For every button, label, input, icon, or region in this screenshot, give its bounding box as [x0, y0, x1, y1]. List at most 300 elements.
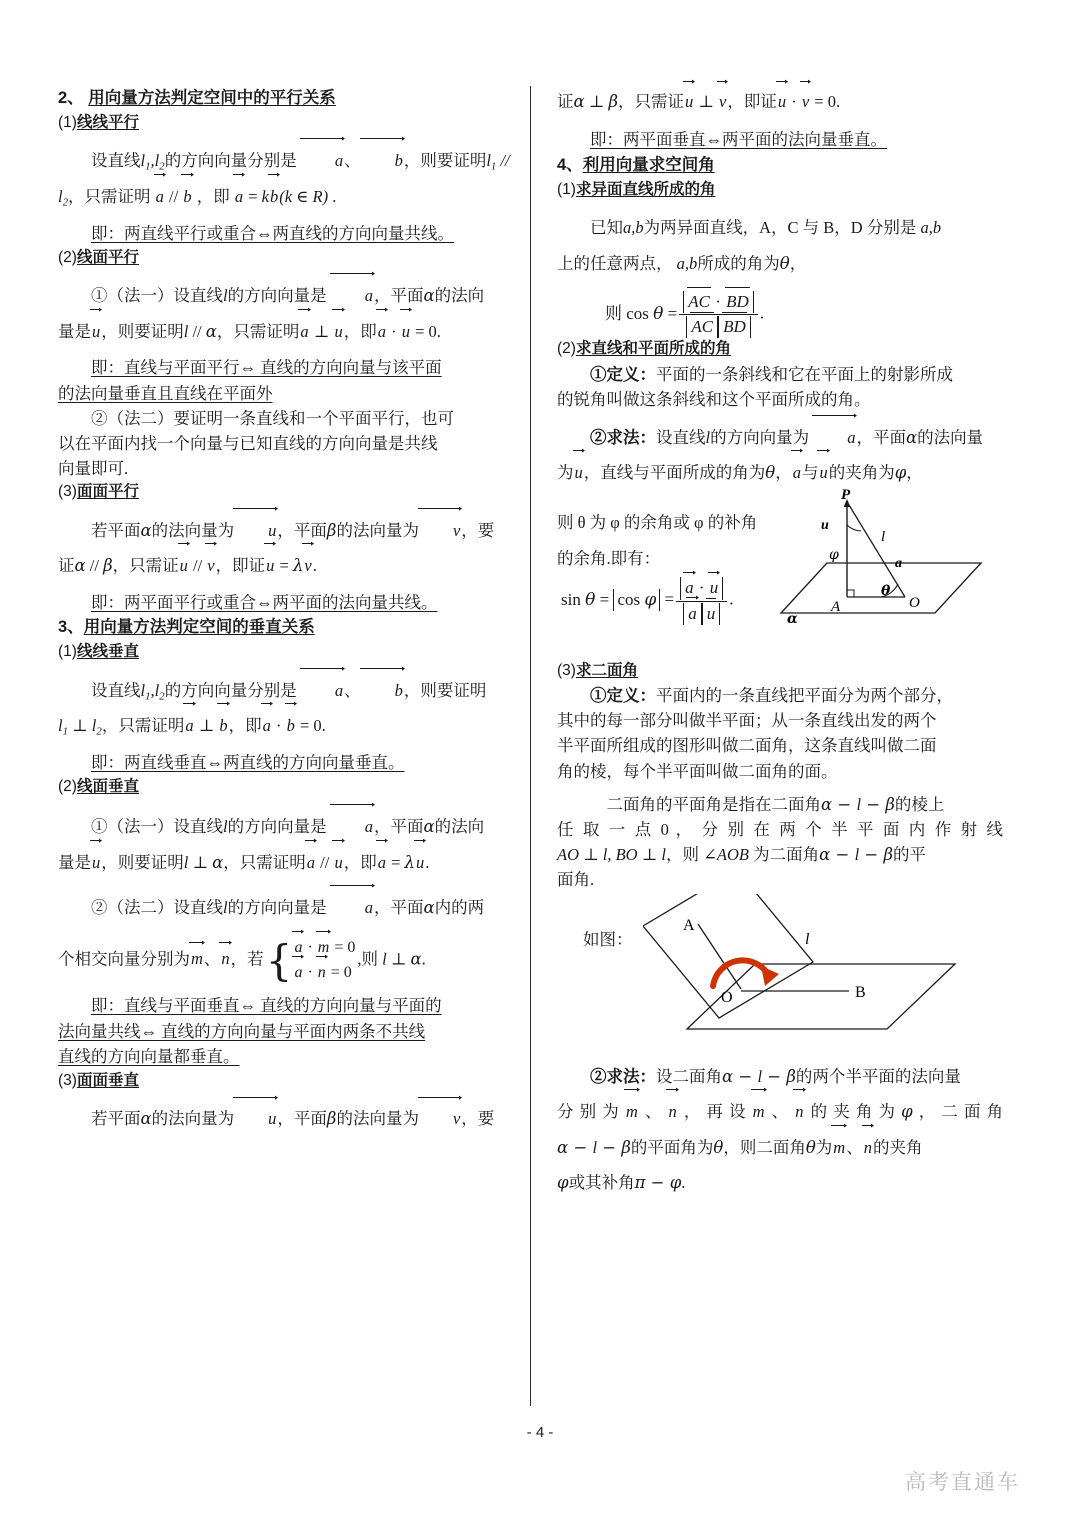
text-fragment: 证 — [58, 556, 75, 576]
text-fragment: ，平面 — [856, 427, 906, 447]
text-fragment: ，平面 — [373, 817, 424, 837]
vector-n: n — [794, 1094, 804, 1129]
text-fragment: 的法向量 — [917, 427, 984, 447]
vector-a: a — [301, 143, 344, 178]
text-fragment: 若平面 — [91, 1109, 141, 1129]
subsection-2-2-title: 线面平行 — [76, 248, 139, 266]
math-alpha: α — [212, 852, 224, 872]
text-fragment: 则 θ 为 φ 的余角或 φ 的补角 — [557, 512, 758, 532]
formula-lead: 则 cos θ = — [605, 303, 678, 324]
vector-u: u — [684, 86, 694, 117]
vector-b: b — [361, 673, 404, 708]
conclusion-3-2-text-1: 即：直线与平面垂直⇔ 直线的方向向量与平面的 — [91, 996, 442, 1016]
text-fragment: 个相交向量分别为 — [58, 949, 190, 969]
text-fragment: ，即 — [228, 716, 262, 736]
vector-m: m — [190, 947, 204, 970]
vector-u: u — [415, 845, 425, 880]
para-4-2-method — [557, 420, 1003, 455]
text-fragment: 证 — [557, 92, 574, 111]
math-phi: φ — [557, 1173, 569, 1193]
text-fragment: 为 — [815, 1137, 833, 1157]
conclusion-2-2-text-1: 即：直线与平面平行⇔ 直线的方向向量与该平面 — [91, 357, 442, 377]
vector-v: v — [801, 86, 810, 117]
math-l2: $l_2$ — [58, 187, 69, 209]
text-fragment: ，即 — [343, 852, 377, 872]
vector-m: m — [752, 1094, 766, 1129]
math-beta: β — [326, 1109, 337, 1129]
vector-n: n — [220, 947, 230, 970]
math-kr: (k — [279, 187, 297, 207]
para-2-3-line1 — [58, 513, 516, 548]
math-l: l — [705, 427, 711, 447]
math-l: l — [223, 898, 228, 918]
vector-m: m — [832, 1130, 846, 1165]
vector-b: b — [286, 708, 296, 743]
text-fragment: ①（法一）设直线 — [91, 817, 223, 837]
math-beta: β — [326, 520, 337, 540]
brace-glyph: { — [265, 935, 293, 985]
vector-a: a — [813, 420, 856, 455]
text-fragment: 为二面角 — [753, 844, 820, 864]
text-fragment: 的法向量为 — [336, 1109, 419, 1129]
fraction — [676, 577, 727, 624]
text-fragment: ，只需证 — [112, 556, 179, 576]
vector-a: a — [331, 809, 374, 844]
vector-u: u — [401, 314, 411, 349]
text-sep: 、 — [638, 1102, 668, 1122]
angle-phi-arc — [847, 525, 861, 531]
text-then: ,则 l ⊥ α. — [357, 949, 426, 969]
vector-AC: AC — [690, 316, 714, 338]
vector-a: a — [184, 708, 194, 743]
method-label: ②求法： — [590, 1066, 656, 1086]
fraction — [679, 291, 758, 338]
text-fragment: 分别为 — [557, 1102, 625, 1122]
text-fragment: 设直线 — [656, 427, 706, 447]
subsection-2-1-heading — [58, 112, 516, 134]
oblique-line-l — [849, 505, 905, 597]
vector-u: u — [91, 314, 101, 349]
math-cases-system — [266, 936, 356, 986]
math-ab: a,b — [676, 253, 698, 273]
text-fragment: 的锐角叫做这条斜线和这个平面所成的角。 — [557, 389, 871, 409]
math-l1-perp-l2: $l_1$ ⊥ $l_2$ — [58, 716, 102, 738]
conclusion-3-2-text-3: 直线的方向向量都垂直。 — [58, 1047, 240, 1067]
text-fragment: 量是 — [58, 852, 91, 872]
section-4-title: 利用向量求空间角 — [582, 155, 715, 174]
fraction-denominator — [679, 315, 758, 338]
vector-a: a — [299, 314, 309, 349]
text-fragment: 面角. — [557, 869, 595, 889]
math-phi: φ — [894, 463, 907, 483]
text-fragment: 向量即可. — [58, 459, 129, 479]
vector-a: a — [377, 845, 387, 880]
subsection-3-3-label: (3) — [58, 1072, 77, 1090]
math-alpha: α — [140, 1109, 152, 1129]
text-fragment: 的法向 — [434, 286, 485, 306]
math-theta: θ — [713, 1137, 724, 1157]
conclusion-2-1-text: 即：两直线平行或重合⇔两直线的方向向量共线。 — [91, 224, 454, 243]
dihedral-angle-arrow-arc — [713, 960, 769, 986]
math-l: l — [223, 817, 228, 837]
para-4-1-line1 — [557, 210, 1003, 245]
text-fragment: 的平面角为 — [630, 1137, 714, 1157]
left-column — [58, 86, 530, 1406]
text-fragment: ，则要证明 — [403, 680, 487, 700]
text-fragment: ，即证 — [727, 92, 777, 111]
subsection-4-3-heading — [557, 660, 1003, 682]
text-fragment: ，只需证明 — [101, 716, 185, 736]
text-fragment: . — [436, 321, 441, 341]
math-ab: a,b — [920, 218, 942, 238]
math-l: l — [223, 286, 228, 306]
para-3-2-method1-line2: 量是u，则要证明l ⊥ α，只需证明a // u，即a = λu. — [58, 845, 516, 880]
math-beta: β — [103, 556, 113, 576]
formula-period: . — [759, 303, 765, 323]
text-fragment: ，再设 — [677, 1102, 752, 1122]
math-alpha: α — [573, 92, 585, 111]
text-fragment: . — [321, 716, 326, 736]
text-fragment: ，只需证明 — [223, 852, 306, 872]
vector-v: v — [303, 548, 312, 583]
vector-v: v — [419, 1101, 461, 1136]
text-fragment: 的法向量为 — [151, 1109, 235, 1129]
conclusion-3-1 — [58, 750, 516, 776]
vector-v: v — [718, 86, 727, 117]
text-fragment: . — [312, 556, 317, 576]
section-3-number: 3、 — [58, 618, 84, 637]
para-3-3-line1 — [58, 1101, 516, 1136]
math-l: l — [183, 852, 189, 872]
method-text-part — [557, 491, 769, 625]
math-l: l — [183, 321, 189, 341]
conclusion-2-1 — [58, 221, 516, 247]
absolute-value — [718, 316, 751, 338]
subsection-4-3-label: (3) — [557, 661, 576, 679]
label-O: O — [909, 594, 920, 611]
text-fragment: ，平面 — [373, 898, 424, 918]
subsection-4-2-heading — [557, 338, 1003, 360]
text-fragment: 角的棱，每个半平面叫做二面角的面。 — [557, 761, 838, 781]
vector-m: m — [317, 936, 331, 961]
line-plane-angle-figure — [769, 485, 1003, 660]
fraction-numerator — [676, 577, 727, 601]
para-4-3-def-line2 — [557, 708, 1003, 733]
conclusion-2-3-text: 即：两平面平行或重合⇔两平面的法向量共线。 — [91, 592, 438, 612]
subsection-2-2-label: (2) — [58, 248, 77, 266]
vector-u: u — [818, 455, 828, 490]
section-heading-3 — [58, 615, 516, 640]
vector-a: a — [155, 179, 165, 214]
two-column-layout — [58, 86, 1026, 1406]
text-fragment: 与 — [801, 463, 819, 483]
math-alpha: α — [905, 427, 918, 447]
vector-u: u — [777, 86, 787, 117]
conclusion-2-2-line2 — [58, 381, 516, 407]
para-4-2-definition-line2 — [557, 387, 1003, 412]
vector-n: n — [863, 1130, 873, 1165]
text-fragment: 的法向量为 — [151, 520, 235, 540]
text-fragment: 的棱上 — [894, 794, 945, 814]
dihedral-figure-block — [557, 894, 1003, 1059]
text-fragment: 以在平面内找一个向量与已知直线的方向向量是共线 — [58, 434, 438, 454]
text-fragment: 的夹角为 — [804, 1102, 902, 1122]
formula-lead: sin θ = — [561, 589, 614, 610]
dihedral-angle-arrowhead-icon — [761, 966, 779, 986]
text-fragment: 内的两 — [434, 898, 485, 918]
para-4-3-plane-angle-line2 — [557, 817, 1003, 842]
vector-a: a — [331, 890, 374, 925]
para-2-2-method2-line2 — [58, 431, 516, 456]
vector-u: u — [234, 513, 277, 548]
line-plane-angle-svg — [769, 485, 989, 655]
vector-a: a — [301, 673, 344, 708]
para-4-3-method-line2 — [557, 1094, 1003, 1129]
section-3-title: 用向量方法判定空间的垂直关系 — [83, 618, 315, 637]
text-fragment: ，二面角 — [912, 1102, 1004, 1122]
definition-label: ①定义： — [590, 364, 656, 384]
cases-rows — [293, 936, 355, 986]
label-a: a — [895, 555, 902, 571]
text-fragment: 的夹角为 — [828, 463, 895, 483]
text-fragment: ，则要证明 — [101, 852, 184, 872]
vector-u: u — [234, 1101, 277, 1136]
text-fragment: 设直线 — [91, 151, 141, 171]
subsection-2-2-heading — [58, 247, 516, 269]
para-2-1-body-line2: $l_2$，只需证明 a // b ，即 a = kb(k ∈ R) . — [58, 179, 516, 215]
label-u: u — [821, 517, 829, 533]
text-fragment: 的法向 — [434, 817, 485, 837]
math-lambda: λ — [292, 556, 304, 576]
text-fragment: 的两个半平面的法向量 — [795, 1066, 961, 1086]
math-alpha-l-beta: α − l − β — [819, 844, 894, 864]
para-4-3-method-line3 — [557, 1130, 1003, 1165]
vector-u: u — [333, 845, 343, 880]
text-fragment: ①（法一）设直线 — [91, 286, 223, 306]
vector-u: u — [91, 845, 101, 880]
text-fragment: 上的任意两点， — [557, 253, 673, 273]
text-fragment: . — [425, 852, 430, 872]
text-fragment: ，只需证 — [617, 92, 684, 111]
para-4-2-definition — [557, 362, 1003, 387]
method-text-with-figure — [557, 486, 1003, 660]
subsection-3-1-title: 线线垂直 — [76, 643, 139, 661]
vector-a: a — [262, 708, 272, 743]
method-label: ②求法： — [590, 427, 656, 447]
text-fragment: 已知 — [590, 218, 623, 238]
subsection-3-2-heading — [58, 776, 516, 798]
math-alpha: α — [74, 556, 86, 576]
text-fragment: 的平 — [893, 844, 927, 864]
vector-a: a — [687, 603, 698, 625]
text-fragment: ，则要证明 — [101, 321, 184, 341]
para-2-2-method1 — [58, 278, 516, 313]
text-fragment: 的方向向量分别是 — [164, 680, 297, 700]
label-B: B — [855, 983, 866, 1001]
para-continuation: 证α ⊥ β，只需证u ⊥ v，即证u · v = 0. — [557, 86, 1003, 117]
subsection-2-1-label: (1) — [58, 113, 77, 131]
label-l: l — [881, 528, 886, 545]
math-theta: θ — [805, 1137, 816, 1157]
text-fragment: 的方向向量为 — [710, 427, 810, 447]
conclusion-3-1-text: 即：两直线垂直⇔两直线的方向向量垂直。 — [91, 753, 405, 773]
text-fragment: 为 — [557, 463, 574, 483]
text-sep: 、 — [203, 949, 221, 969]
label-phi: φ — [829, 546, 839, 563]
text-fragment: 若平面 — [91, 520, 141, 540]
text-fragment: ， — [789, 253, 807, 273]
para-3-2-method2-line2 — [58, 936, 516, 986]
subsection-3-2-title: 线面垂直 — [76, 777, 139, 795]
text-fragment: ，平面 — [277, 520, 327, 540]
text-fragment: 的法向量为 — [336, 520, 419, 540]
text-fragment: 所成的角为 — [697, 253, 780, 273]
vector-BD: BD — [722, 316, 747, 338]
math-alpha: α — [423, 286, 435, 306]
vector-a: a — [293, 961, 303, 986]
vector-a: a — [792, 455, 802, 490]
right-column — [531, 86, 1003, 1406]
math-lambda: λ — [404, 852, 415, 872]
text-fragment: ， — [775, 463, 792, 483]
text-fragment: 设二面角 — [656, 1066, 722, 1086]
definition-label: ①定义： — [590, 686, 656, 706]
text-fragment: 的方向向量分别是 — [164, 151, 297, 171]
text-fragment: ，平面 — [373, 286, 424, 306]
label-alpha: α — [787, 610, 798, 627]
formula-cos-theta-skew-lines — [557, 291, 1003, 338]
vector-a: a — [684, 577, 695, 599]
para-4-3-definition — [557, 683, 1003, 708]
vector-a: a — [306, 845, 316, 880]
label-A: A — [683, 916, 695, 934]
text-fragment: 其中的每一部分叫做半平面；从一条直线出发的两个 — [557, 711, 937, 731]
text-fragment: 为两异面直线，A，C 与 B，D 分别是 — [643, 218, 917, 238]
vector-n: n — [667, 1094, 677, 1129]
text-fragment: 的方向向量是 — [227, 898, 327, 918]
para-3-1-line2: $l_1$ ⊥ $l_2$，只需证明a ⊥ b，即a · b = 0. — [58, 708, 516, 744]
math-ab: a,b — [623, 218, 644, 238]
subsection-4-1-heading — [557, 179, 1003, 201]
para-3-2-method2 — [58, 890, 516, 925]
math-theta: θ — [779, 253, 790, 273]
text-fragment: 任 取 一 点 0 ， 分 别 在 两 个 半 平 面 内 作 射 线 — [557, 819, 1003, 839]
text-fragment: ，要 — [461, 1109, 495, 1129]
math-alpha-l-beta: α − l − β — [722, 1066, 796, 1086]
vector-a: a — [234, 179, 244, 214]
vector-b: b — [182, 179, 192, 214]
subsection-2-3-heading — [58, 481, 516, 503]
para-4-3-def-line3 — [557, 733, 1003, 758]
label-A: A — [831, 598, 841, 615]
conclusion-3-2-line2 — [58, 1019, 516, 1045]
right-angle-mark — [847, 590, 854, 597]
text-fragment: 的余角.即有： — [557, 549, 661, 569]
math-pi-minus-phi: π − φ — [634, 1173, 682, 1193]
text-fragment: 的方向向量是 — [227, 817, 327, 837]
para-4-3-plane-angle-line3 — [557, 842, 1003, 867]
vector-b: b — [218, 708, 228, 743]
conclusion-2-2-line1 — [58, 355, 516, 381]
label-theta: θ — [881, 582, 891, 599]
conclusion-continuation-text: 即：两平面垂直⇔两平面的法向量垂直。 — [590, 130, 887, 150]
text-fragment: 的夹角 — [872, 1137, 923, 1157]
absolute-value: a · u — [680, 577, 723, 599]
para-3-2-method1 — [58, 809, 516, 844]
text-fragment: . — [835, 92, 841, 111]
text-fragment: ， — [906, 463, 923, 483]
text-fragment: 半平面所组成的图形叫做二面角，这条直线叫做二面 — [557, 736, 937, 756]
math-l1l2: $l_1,l_2$ — [140, 680, 165, 702]
text-fragment: ，直线与平面所成的角为 — [583, 463, 766, 483]
absolute-value — [686, 316, 718, 338]
text-fragment: 或其补角 — [568, 1173, 635, 1193]
subsection-3-2-label: (2) — [58, 777, 77, 795]
text-sep: 、 — [765, 1102, 795, 1122]
para-2-2-method2-line3 — [58, 456, 516, 481]
math-angle-AOB: ∠AOB — [703, 844, 749, 864]
math-alpha: α — [423, 898, 435, 918]
vector-u: u — [706, 603, 717, 625]
para-2-3-line2: 证α // β，只需证u // v，即证u = λv. — [58, 548, 516, 583]
text-fragment: ，则二面角 — [723, 1137, 806, 1157]
text-fragment: 的方向向量是 — [227, 286, 327, 306]
vector-b: b — [361, 143, 404, 178]
math-AO-perp-l: AO ⊥ l, BO ⊥ l — [557, 844, 666, 864]
text-fragment: ，若 — [230, 949, 264, 969]
text-fragment: 平面内的一条直线把平面分为两个部分， — [656, 686, 953, 706]
conclusion-2-3 — [58, 590, 516, 616]
figure-caption-label: 如图： — [583, 929, 633, 949]
ray-AO — [698, 924, 741, 989]
absolute-value: AC · BD — [683, 291, 754, 313]
subsection-4-1-label: (1) — [557, 180, 576, 198]
text-fragment: ，只需证明 — [216, 321, 300, 341]
watermark: 高考直通车 — [905, 1471, 1020, 1494]
math-alpha-l-beta: α − l − β — [557, 1137, 631, 1157]
para-4-3-def-line4 — [557, 759, 1003, 784]
math-l1-parallel: $l_1$ // — [486, 151, 510, 173]
text-sep: 、 — [846, 1137, 863, 1157]
fraction-denominator — [676, 602, 727, 625]
text-fragment: . — [681, 1173, 686, 1193]
para-4-2-method-line3 — [557, 505, 769, 541]
para-4-3-plane-angle-line1 — [557, 792, 1003, 817]
text-fragment: 平面的一条斜线和它在平面上的射影所成 — [656, 364, 953, 384]
conclusion-3-2-line1 — [58, 993, 516, 1019]
subsection-4-3-title: 求二面角 — [575, 661, 638, 679]
para-4-2-method-line4 — [557, 541, 769, 577]
formula-period: . — [729, 589, 734, 609]
vector-BD: BD — [725, 291, 750, 313]
para-2-1-body — [58, 143, 516, 179]
case-row-2: a · n = 0 — [293, 961, 355, 986]
conclusion-continuation — [557, 127, 1003, 153]
subsection-4-1-title: 求异面直线所成的角 — [575, 180, 716, 198]
para-4-1-line2 — [557, 246, 1003, 281]
label-O: O — [721, 988, 733, 1006]
subsection-3-3-title: 面面垂直 — [76, 1072, 139, 1090]
section-heading-2 — [58, 86, 516, 111]
math-alpha: α — [205, 321, 217, 341]
section-2-title: 用向量方法判定空间中的平行关系 — [88, 89, 336, 107]
vector-a: a — [377, 314, 387, 349]
vector-b: b — [269, 179, 279, 214]
text-fragment: ，要 — [461, 520, 495, 540]
subsection-3-1-heading — [58, 641, 516, 663]
vector-a: a — [293, 936, 303, 961]
vector-u: u — [179, 548, 189, 583]
